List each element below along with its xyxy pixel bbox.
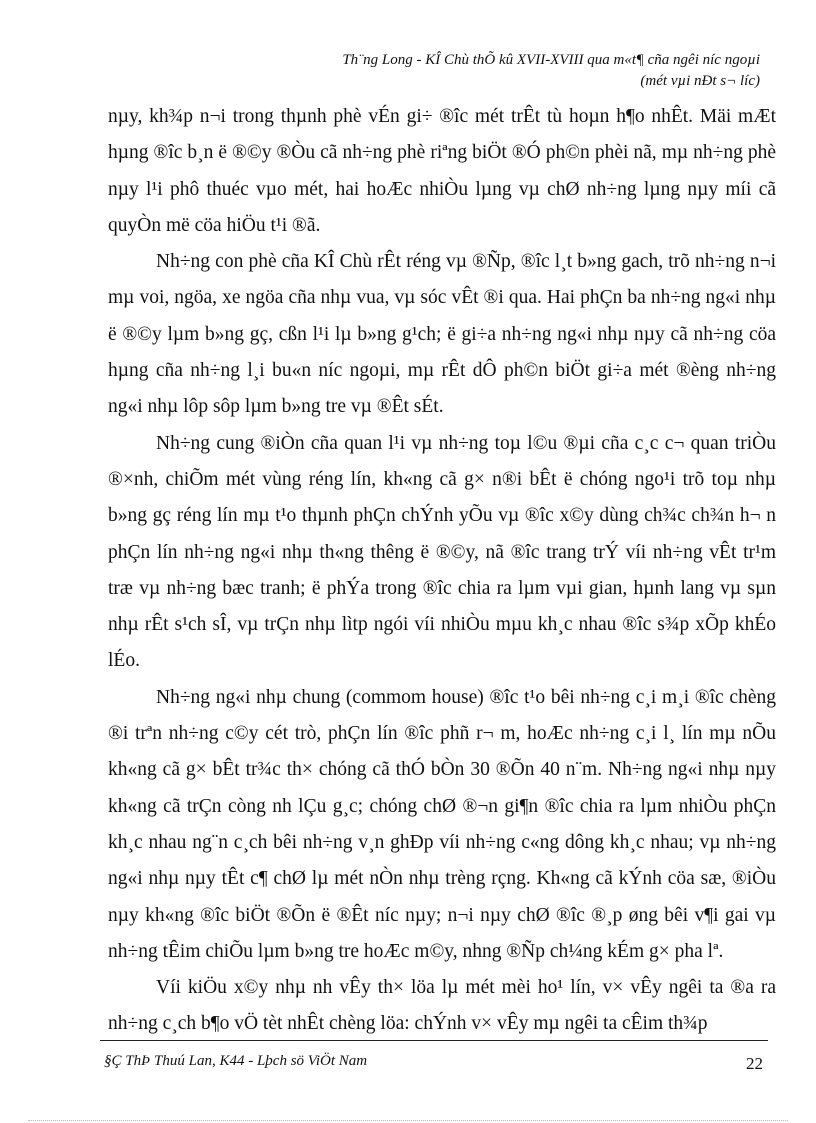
- body-text: [108, 99, 776, 1043]
- page-header: [240, 50, 760, 92]
- paragraph: Víi kiÖu x©y nhµ nh vÊy th× löa lµ mét mèi ho¹ lín, v× vÊy ngêi ta ®a ra nh÷ng c¸ch b¶o vÖ tèt nhÊt chèng löa: chÝnh v× vÊy mµ ngêi ta cÊim th¾p: [108, 977, 776, 1035]
- header-title: Th¨ng Long - KÎ Chù thÕ kû XVII-XVIII qua m«t¶ cña ngêi níc ngoµi: [342, 52, 760, 68]
- paragraph: nµy, kh¾p n¬i trong thµnh phè vÉn gi÷ ®îc mét trÊt tù hoµn h¶o nhÊt. Mäi mÆt hµng ®îc b¸n ë ®©y ®Òu cã nh÷ng phè riªng biÖt ®Ó ph©n phèi nã, mµ nh÷ng phè nµy l¹i phô thuéc vµo mét, hai hoÆc nhiÒu lµng vµ chØ nh÷ng lµng nµy míi cã quyÒn më cöa hiÖu t¹i ®ã.: [108, 106, 776, 236]
- footer-divider: [100, 1040, 768, 1041]
- page-edge-divider: [28, 1120, 788, 1121]
- footer-author: §Ç ThÞ Thuú Lan, K44 - Lþch sö ViÖt Nam: [104, 1053, 368, 1069]
- paragraph: Nh÷ng ng«i nhµ chung (commom house) ®îc t¹o bêi nh÷ng c¸i m¸i ®îc chèng ®i trªn nh÷ng c©y cét trò, phÇn lín ®îc phñ r¬ m, hoÆc nh÷ng c¸i l¸ lín mµ nÕu kh«ng cã g× bÊt tr¾c th× chóng cã thÓ bÒn 30 ®Õn 40 n¨m. Nh÷ng ng«i nhµ nµy kh«ng cã trÇn còng nh lÇu g¸c; chóng chØ ®¬n gi¶n ®îc chia ra lµm nhiÒu phÇn kh¸c nhau ng¨n c¸ch bêi nh÷ng v¸n ghÐp víi nh÷ng c«ng dông kh¸c nhau; vµ nh÷ng ng«i nhµ nµy tÊt c¶ chØ lµ mét nÒn nhµ trèng rçng. Kh«ng cã kÝnh cöa sæ, ®iÒu nµy kh«ng ®îc biÖt ®Õn ë ®Êt níc nµy; n¬i nµy chØ ®îc ®¸p øng bêi v¶i gai vµ nh÷ng tÊim chiÕu lµm b»ng tre hoÆc m©y, nhng ®Ñp ch¼ng kÉm g× pha lª.: [108, 686, 776, 962]
- paragraph: Nh÷ng con phè cña KÎ Chù rÊt réng vµ ®Ñp, ®îc l¸t b»ng gach, trõ nh÷ng n¬i mµ voi, ngöa, xe ngöa cña nhµ vua, vµ sóc vÊt ®i qua. Hai phÇn ba nh÷ng ng«i nhµ ë ®©y lµm b»ng gç, cßn l¹i lµ b»ng g¹ch; ë gi÷a nh÷ng ng«i nhµ nµy cã nh÷ng cöa hµng cña nh÷ng l¸i bu«n níc ngoµi, mµ rÊt dÔ ph©n biÖt gi÷a mét ®èng nh÷ng ng«i nhµ lôp sôp lµm b»ng tre vµ ®Êt sÉt.: [108, 251, 776, 418]
- paragraph: Nh÷ng cung ®iÒn cña quan l¹i vµ nh÷ng toµ l©u ®µi cña c¸c c¬ quan triÒu ®×nh, chiÕm mét vùng réng lín, kh«ng cã g× n®i bÊt ë chóng ngo¹i trõ toµ nhµ b»ng gç réng lín mµ t¹o thµnh phÇn chÝnh yÕu vµ ®îc x©y dùng ch¾c ch¾n h¬ n phÇn lín nh÷ng ng«i nhµ th«ng thêng ë ®©y, nã ®îc trang trÝ víi nh÷ng vÊt tr¹m træ vµ nh÷ng bæc tranh; ë phÝa trong ®îc chia ra lµm vµi gian, hµnh lang vµ sµn nhµ rÊt s¹ch sÎ, vµ trÇn nhµ lìtp ngói víi nhiÒu mµu kh¸c nhau ®îc s¾p xÕp khÉo lÉo.: [108, 432, 776, 672]
- page-number: 22: [746, 1054, 763, 1073]
- header-subtitle: (mét vµi nÐt s¬ líc): [640, 73, 760, 89]
